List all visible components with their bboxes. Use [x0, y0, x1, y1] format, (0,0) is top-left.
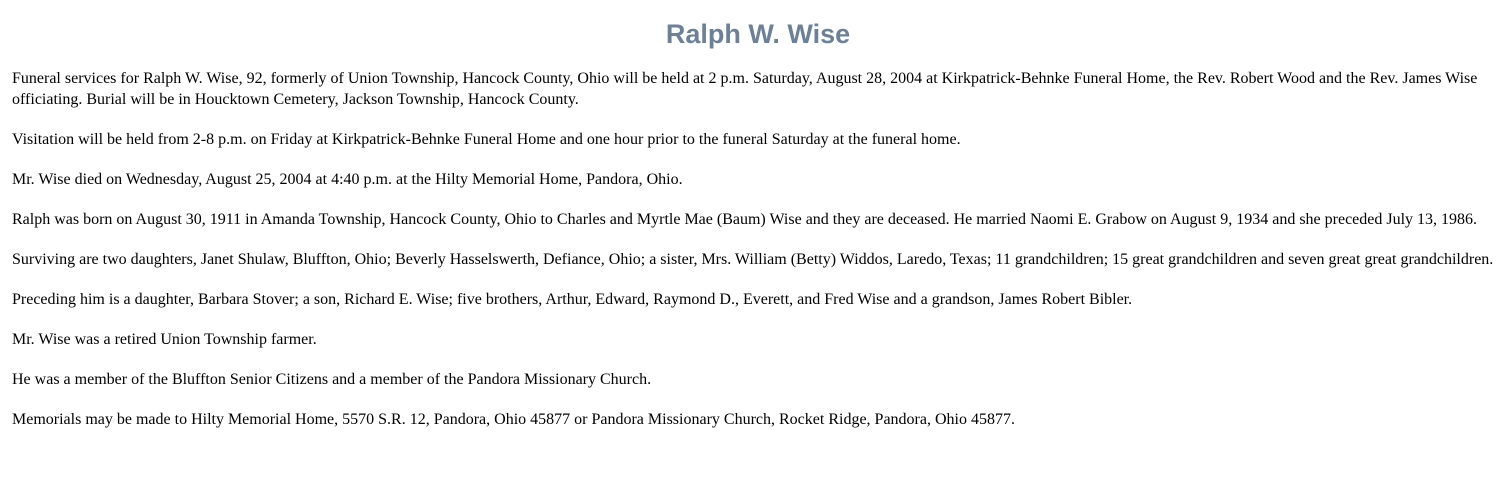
paragraph-occupation: Mr. Wise was a retired Union Township farmer. — [12, 331, 317, 348]
paragraph-survivors: Surviving are two daughters, Janet Shulaw, Bluffton, Ohio; Beverly Hasselswerth, Defiance, Ohio; a sister, Mrs. William (Betty) Widdos, Laredo, Texas; 11 grandchildren; 15 great grandchildren and seven great great grandchildren. — [12, 251, 1494, 268]
paragraph-birth-marriage: Ralph was born on August 30, 1911 in Amanda Township, Hancock County, Ohio to Charles and Myrtle Mae (Baum) Wise and they are deceased. He married Naomi E. Grabow on August 9, 1934 and she preceded July 13, 1986. — [12, 211, 1478, 228]
paragraph-funeral-services: Funeral services for Ralph W. Wise, 92, formerly of Union Township, Hancock County, Ohio will be held at 2 p.m. Saturday, August 28, 2004 at Kirkpatrick-Behnke Funeral Home, the Rev. Robert Wood and the Rev. James Wise officiating. Burial will be in Houcktown Cemetery, Jackson Township, Hancock County. — [12, 70, 1478, 108]
obituary-body — [12, 68, 1504, 430]
paragraph-memberships: He was a member of the Bluffton Senior Citizens and a member of the Pandora Missionary Church. — [12, 371, 652, 388]
page-title: Ralph W. Wise — [665, 19, 851, 49]
paragraph-memorials: Memorials may be made to Hilty Memorial Home, 5570 S.R. 12, Pandora, Ohio 45877 or Pandora Missionary Church, Rocket Ridge, Pandora, Ohio 45877. — [12, 411, 1015, 428]
paragraph-preceded-in-death: Preceding him is a daughter, Barbara Stover; a son, Richard E. Wise; five brothers, Arthur, Edward, Raymond D., Everett, and Fred Wise and a grandson, James Robert Bibler. — [12, 291, 1133, 308]
paragraph-death: Mr. Wise died on Wednesday, August 25, 2004 at 4:40 p.m. at the Hilty Memorial Home, Pandora, Ohio. — [12, 171, 683, 188]
obituary-page — [12, 0, 1504, 449]
paragraph-visitation: Visitation will be held from 2-8 p.m. on Friday at Kirkpatrick-Behnke Funeral Home and one hour prior to the funeral Saturday at the funeral home. — [12, 131, 961, 148]
